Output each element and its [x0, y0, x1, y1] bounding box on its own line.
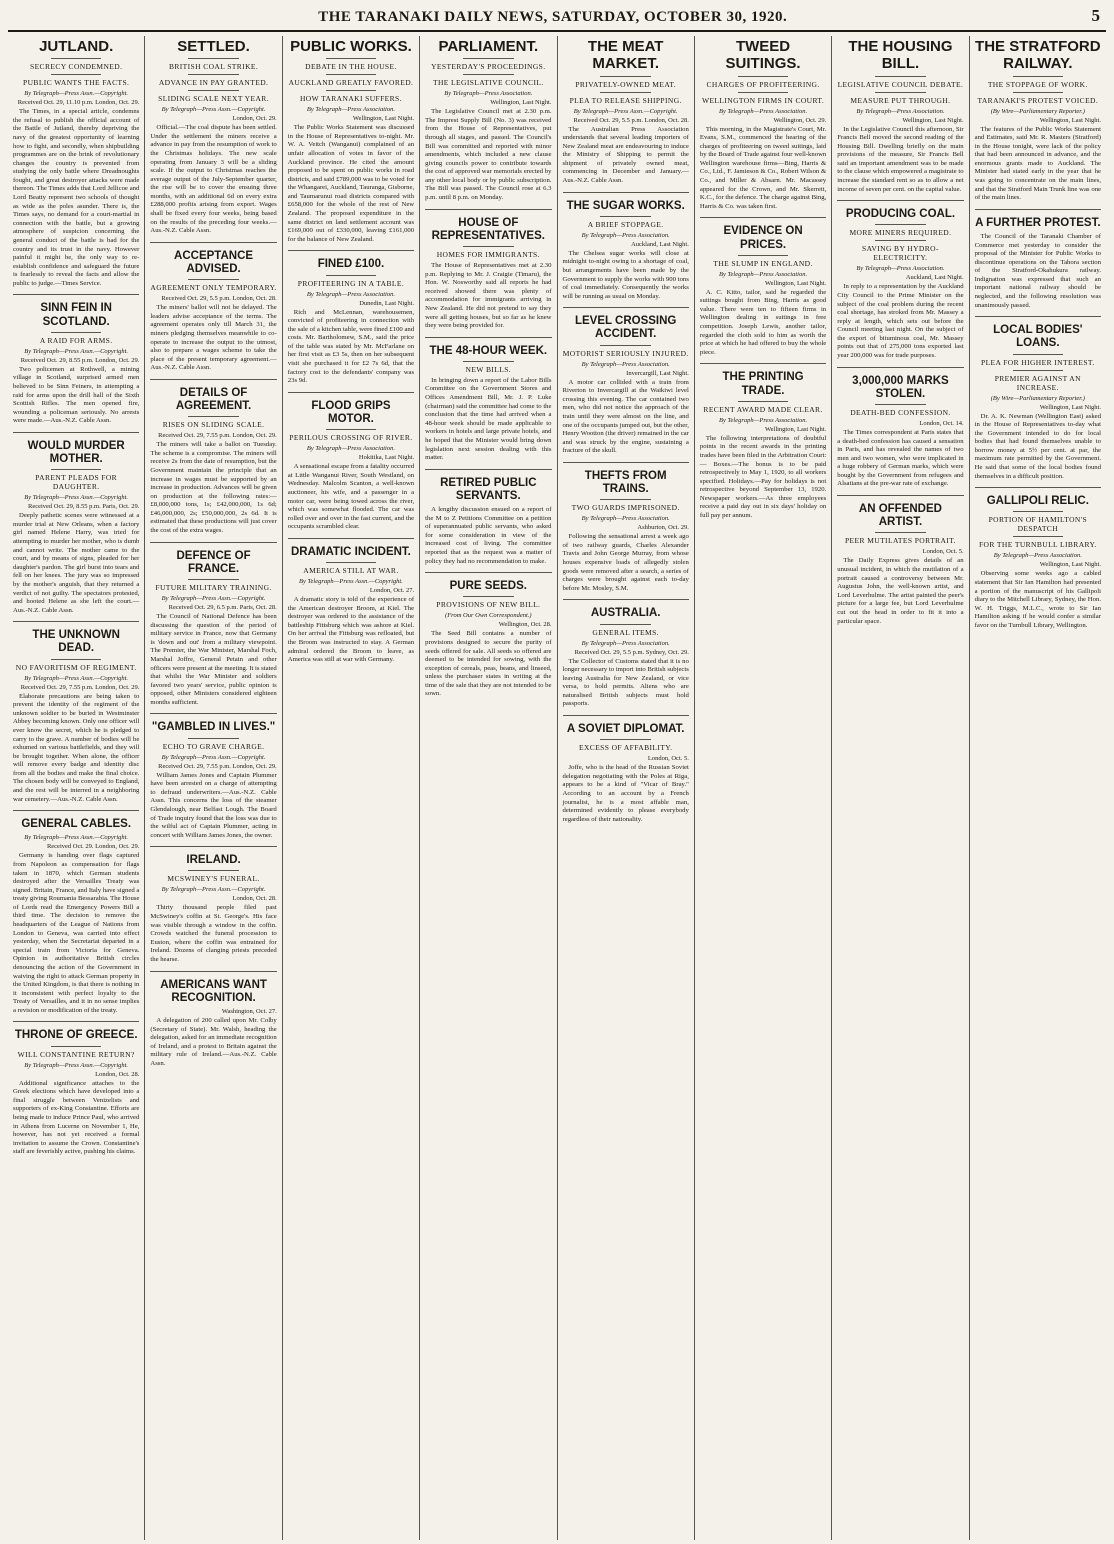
article-heading: 3,000,000 MARKS STOLEN. — [852, 374, 949, 400]
article — [563, 307, 689, 456]
divider — [463, 361, 514, 362]
divider — [875, 92, 926, 93]
article — [837, 367, 963, 489]
divider — [738, 92, 789, 93]
divider — [326, 90, 377, 91]
article-subheading: MOTORIST SERIOUSLY INJURED. — [562, 348, 689, 358]
article — [425, 209, 551, 331]
article-subheading: ADVANCE IN PAY GRANTED. — [158, 78, 269, 88]
divider — [326, 275, 377, 276]
article-body: The features of the Public Works Statement and Estimates, said Mr. R. Masters (Stratford) in the House tonight, were lack of the policy that had been announced in advance, and the enormous grants made to Auckland. The Minister had stated early in the year that he was going to concentrate on the main lines, and that the Stratford Main Trunk line was one of the main lines. — [974, 125, 1101, 202]
byline: By Telegraph—Press Assn.—Copyright. — [161, 106, 266, 114]
divider — [326, 562, 377, 563]
article-subheading: MCSWINEY'S FUNERAL. — [167, 874, 260, 884]
article-body: The House of Representatives met at 2.30 p.m. Replying to Mr. J. Craigie (Timaru), the Hon. W. Nosworthy said all reports he had received showed there was plenty of accommodation for immigrants arriving in New Zealand. He did not pretend to say they were all getting houses, but so far as he knew they were being provided for. — [425, 262, 552, 330]
article-body: The Council of National Defence has been discussing the question of the period of military service in France, now that Germany is 'down and out' from a military viewpoint. The Premier, the War Minister, Marshal Foch, Marshal Joffre, General Petain and other officers were present at the meeting. It is stated that whilst the War Minister and soldiers favored two years' service, public opinion is opposed, other Ministers considered eighteen months sufficient. — [150, 613, 277, 706]
divider — [326, 429, 377, 430]
article-subheading: PROFITEERING IN A TABLE. — [297, 278, 405, 288]
article-heading: FINED £100. — [317, 258, 385, 271]
article-body: This morning, in the Magistrate's Court, Mr. Evans, S.M., commenced the hearing of the charges of profiteering on tweed suitings, laid by the Board of Trade against four well-known Wellington warehouse firms—Bing, Harris & Co., Ltd., F. Jamieson & Co., Robert Wilson & Co., and Miller & Absarn. Mr. Macassey appeared for the Crown, and Mr. Skerrett, K.C., for the defence. The charge against Bing, Harris & Co. was taken first. — [699, 125, 827, 210]
article-subheading: EXCESS OF AFFABILITY. — [579, 743, 673, 753]
dateline: London, Oct. 14. — [919, 419, 964, 427]
article-body: A delegation of 200 called upon Mr. Colby (Secretary of State). Mr. Walsh, heading the delegation, asked for an immediate recognition of Ireland, and a protest to Britain against the military rule of Ireland.—Aus.-N.Z. Cable Assn. — [150, 1016, 277, 1067]
article-heading: SETTLED. — [177, 38, 250, 55]
article-subheading: HOMES FOR IMMIGRANTS. — [436, 250, 540, 260]
article — [150, 542, 276, 708]
dateline: London, Oct. 27. — [369, 587, 415, 595]
article-heading: DRAMATIC INCIDENT. — [290, 545, 411, 558]
article-body: A lengthy discussion ensued on a report of the M to Z Petitions Committee on a petition of superannuated public servants, who asked for some consideration in view of the increased cost of living. The committee reported that as the request was a matter of policy they had no recommendation to make. — [425, 506, 552, 565]
article — [150, 846, 276, 964]
article-heading: THE SUGAR WORKS. — [566, 199, 685, 212]
article-heading: IRELAND. — [186, 854, 241, 867]
article-body: In bringing down a report of the Labor Bills Committee on the Government Stores and Offices Amendment Bill, Mr. J. P. Luke (chairman) said the committee had come to the conclusion that the time had arrived when a 48-hour week should be made applicable to workers in hotels and large private hotels, and he hoped that the Minister would bring down legislation next session dealing with this matter. — [425, 376, 552, 462]
article — [837, 38, 963, 194]
divider — [1013, 76, 1064, 77]
column-8 — [970, 36, 1106, 1540]
article-body: The Legislative Council met at 2.30 p.m. The Imprest Supply Bill (No. 3) was received from the House of Representatives, put through all stages, and passed. The Council's Bill was committed and reported with minor amendments, which included a new clause giving councils power to contribute towards the cost of approved war memorials erected by any other local body or by public subscription. The Bill was passed. The Council rose at 6.3 p.m. until 8 p.m. on Monday. — [425, 108, 552, 202]
byline: By Telegraph—Press Assn.—Copyright. — [24, 674, 129, 682]
article-body: Rich and McLennan, warehousemen, convicted of profiteering in connection with the sale of a kitchen table, were fined £100 and costs. Mr. Bartholomew, S.M., said the price of the table was stated by Mr. McFarlane on her first visit as £3 5s, then on her subsequent visit she purchased it for £2 7s 6d, that the factory cost to the defendants' company was 23s 9d. — [287, 308, 415, 385]
byline: By Telegraph—Press Association. — [856, 107, 945, 115]
article-heading: DEFENCE OF FRANCE. — [176, 549, 251, 575]
byline: By Telegraph—Press Association. — [993, 552, 1082, 560]
article — [425, 469, 551, 566]
article-heading: A FURTHER PROTEST. — [975, 216, 1101, 229]
divider — [738, 76, 789, 77]
article-body: Official.—The coal dispute has been settled. Under the settlement the miners receive a advance in pay from the resumption of work to the Christmas holidays. The new scale operating from January 3 will be a sliding scale. If the output to Christmas reaches the average output of the July-September quarter, the rise will be to cover the ensuing three months, with an additional 6d on every extra £288,000 profits arising from export. Wages shall be fixed every four weeks, being based on the results of the preceding four weeks.—Aus.-N.Z. Cable Assn. — [150, 124, 277, 235]
dateline: Wellington, Oct. 29. — [773, 116, 827, 124]
dateline: Auckland, Last Night. — [631, 240, 689, 248]
byline: By Telegraph—Press Association. — [719, 107, 808, 115]
article-subheading: CHARGES OF PROFITEERING. — [706, 79, 820, 89]
article-subheading: NO FAVORITISM OF REGIMENT. — [15, 662, 137, 672]
dateline: London, Oct. 28. — [95, 1070, 140, 1078]
dateline: Received Oct. 29, 11.10 p.m. London, Oct. 29. — [17, 99, 140, 107]
divider — [51, 469, 102, 470]
article — [975, 209, 1101, 310]
article — [700, 217, 826, 357]
byline: By Telegraph—Press Assn.—Copyright. — [24, 347, 129, 355]
article-subheading: A RAID FOR ARMS. — [39, 335, 113, 345]
article-subheading: BRITISH COAL STRIKE. — [168, 62, 259, 72]
article-heading: JUTLAND. — [39, 38, 114, 55]
article — [288, 38, 414, 244]
column-1 — [8, 36, 145, 1540]
article-subheading: AUCKLAND GREATLY FAVORED. — [288, 78, 414, 88]
dateline: London, Oct. 5. — [922, 548, 964, 556]
dateline: Received Oct. 29. London, Oct. 29. — [46, 843, 140, 851]
divider — [188, 279, 239, 280]
article-heading: AUSTRALIA. — [590, 607, 661, 620]
article-subheading: PUBLIC WANTS THE FACTS. — [23, 78, 130, 88]
article-subheading: SLIDING SCALE NEXT YEAR. — [158, 94, 269, 104]
article-subheading: TARANAKI'S PROTEST VOICED. — [977, 95, 1099, 105]
article-body: The Collector of Customs stated that it is no longer necessary to import into British subjects leaving Australia for New Zealand, or vice versa, to hold permits. Aliens who are naturalised British subjects must hold passports. — [562, 657, 689, 708]
article — [13, 294, 139, 425]
article-subheading: THE SLUMP IN ENGLAND. — [713, 258, 813, 268]
byline: By Telegraph—Press Association. — [581, 515, 670, 523]
article-heading: HOUSE OF REPRESENTATIVES. — [431, 216, 545, 242]
article-body: Dr. A. K. Newman (Wellington East) asked in the House of Representatives to-day what the Government intended to do for local bodies that had found themselves unable to borrow money at 5½ per cent. at par, the maximum rate permitted by the Government. He said that some of the local bodies found themselves in a difficult position. — [974, 412, 1101, 480]
article-subheading: RISES ON SLIDING SCALE. — [162, 420, 265, 430]
dateline: Received Oct. 29, 6.5 p.m. Paris, Oct. 28. — [168, 604, 277, 612]
article-body: In reply to a representation by the Auckland City Council to the Prime Minister on the subject of the coal problem during the recent coal shortage, has stroked from Mr. Massey a reply at length, which sets out before the Council meeting last night. On the subject of the export of bituminous coal, Mr. Massey points out that of 275,000 tons exported last year 200,000 was for trade purposes. — [837, 283, 964, 359]
byline: By Telegraph—Press Association. — [581, 231, 670, 239]
dateline: London, Oct. 28. — [232, 895, 277, 903]
article-subheading: AGREEMENT ONLY TEMPORARY. — [150, 283, 277, 293]
divider — [875, 224, 926, 225]
byline: By Telegraph—Press Assn.—Copyright. — [24, 90, 129, 98]
article-subheading: MORE MINERS REQUIRED. — [849, 228, 952, 238]
byline: By Telegraph—Press Association. — [719, 416, 808, 424]
byline: By Telegraph—Press Association. — [444, 90, 533, 98]
article — [288, 250, 414, 385]
byline: By Telegraph—Press Association. — [856, 265, 945, 273]
article — [150, 38, 276, 236]
article-heading: AN OFFENDED ARTIST. — [858, 503, 942, 529]
article-subheading: DEBATE IN THE HOUSE. — [305, 62, 397, 72]
article-subheading: PREMIER AGAINST AN INCREASE. — [994, 373, 1081, 392]
dateline: Hokitika, Last Night. — [358, 454, 415, 462]
article-heading: LOCAL BODIES' LOANS. — [993, 324, 1083, 350]
article-heading: PURE SEEDS. — [449, 580, 527, 593]
article — [975, 487, 1101, 630]
byline: By Telegraph—Press Association. — [719, 270, 808, 278]
article-body: A. C. Kitto, tailor, said he regarded the suitings bought from Bing, Harris as good value. There were ten to fifteen firms in Wellington dealing in suitings in free competition. Joseph Lewis, another tailor, regarded the cloth sold to him as worth the price at which he had offered to buy the whole piece. — [699, 288, 827, 356]
byline: By Telegraph—Press Association. — [581, 360, 670, 368]
dateline: London, Oct. 5. — [647, 755, 689, 763]
column-5 — [558, 36, 695, 1540]
dateline: Wellington, Last Night. — [765, 425, 827, 433]
byline: By Telegraph—Press Assn.—Copyright. — [161, 753, 266, 761]
article-heading: FLOOD GRIPS MOTOR. — [311, 399, 391, 425]
byline: (By Wire—Parliamentary Reporter.) — [990, 107, 1085, 115]
divider — [600, 76, 651, 77]
byline: By Telegraph—Press Assn.—Copyright. — [573, 107, 678, 115]
article-subheading: THE LEGISLATIVE COUNCIL. — [432, 78, 544, 88]
article-subheading: MEASURE PUT THROUGH. — [850, 95, 951, 105]
article — [425, 572, 551, 699]
article-heading: THE UNKNOWN DEAD. — [32, 629, 120, 655]
column-3 — [283, 36, 420, 1540]
article — [150, 242, 276, 373]
dateline: Auckland, Last Night. — [905, 274, 964, 282]
article-heading: "GAMBLED IN LIVES." — [151, 721, 276, 734]
divider — [1013, 511, 1064, 512]
divider — [600, 216, 651, 217]
dateline: Dunedin, Last Night. — [359, 299, 415, 307]
dateline: Wellington, Last Night. — [1039, 561, 1101, 569]
divider — [463, 246, 514, 247]
divider — [738, 255, 789, 256]
article-subheading: HOW TARANAKI SUFFERS. — [299, 94, 402, 104]
article-body: Two policemen at Rothwell, a mining village in Scotland, surprised armed men believed to be Sinn Feiners, in attempting a raid for arms upon the drill hall of the Sixth Scottish Rifles. The men opened fire, wounding a policeman seriously. No arrests were made.—Aus.-N.Z. Cable Assn. — [13, 365, 140, 425]
article-subheading: NEW BILLS. — [465, 364, 512, 374]
dateline: Received Oct. 29, 7.55 p.m. London, Oct. 29. — [158, 432, 277, 440]
dateline: Wellington, Oct. 28. — [498, 621, 552, 629]
article-heading: THE HOUSING BILL. — [848, 38, 953, 73]
article-subheading: A BRIEF STOPPAGE. — [587, 219, 664, 229]
divider — [188, 74, 239, 75]
article — [837, 200, 963, 360]
article — [13, 432, 139, 615]
article-subheading: PROVISIONS OF NEW BILL. — [436, 600, 541, 610]
divider — [326, 58, 377, 59]
article-subheading: PERILOUS CROSSING OF RIVER. — [289, 433, 413, 443]
article-heading: THE PRINTING TRADE. — [722, 371, 804, 397]
article-body: Observing some weeks ago a cabled statement that Sir Ian Hamilton had presented a portion of the manuscript of his Gallipoli diary to the Mitchell Library, Sydney, the Hon. W. H. Triggs, M.L.C., wrote to Sir Ian Hamilton asking if he would confer a similar favor on the Turnbull Library, Wellington. — [974, 570, 1101, 629]
divider — [326, 74, 377, 75]
article — [563, 192, 689, 302]
article — [700, 38, 826, 211]
divider — [188, 416, 239, 417]
article-subheading: FOR THE TURNBULL LIBRARY. — [978, 540, 1097, 550]
divider — [600, 499, 651, 500]
article-body: The following interpretations of doubtful points in the recent awards in the printing trades have been filed in the Arbitration Court:— Boxes.—The bonus is to be paid retrospectively to May 1, 1920, to all workers specified. Holidays.—Pay for holidays is not retrospective beyond September 13, 1920. Newspaper workers.—As three employees receive a paid day out in six days' holiday on full pay per annum. — [699, 434, 827, 519]
byline: By Telegraph—Press Assn.—Copyright. — [24, 494, 129, 502]
article-body: The Times, in a special article, condemns the refusal to publish the official account of the Battle of Jutland, thereby depriving the navy of the greatest opportunity of learning how to fight, and secondly, when shipbuilding programmes are on the brink of revolutionary changes the country is prevented from studying the only battle where Dreadnoughts fought, and great destroyer attacks were made thereon. The Times adds that Lord Jellicoe and Lord Beatty represent two schools of thought as wide as the poles asunder. There is, the Times says, no demand for a court-martial in connection with the battle, but a growing atmosphere of suspicion concerning the general conduct of the battle is bad for the country and its trust in the navy. However painful it might be, the only way to re-establish confidence and safeguard the future is fearlessly to reveal the facts and allow the public to judge.—Times Service. — [13, 108, 140, 287]
article-heading: A SOVIET DIPLOMAT. — [566, 723, 685, 736]
article-body: The Chelsea sugar works will close at midnight to-night owing to a shortage of coal, but arrangements have been made by the Government to supply the works with 900 tons of coal immediately. Consequently the works will be running as usual on Monday. — [562, 249, 689, 300]
article-body: Additional significance attaches to the Greek elections which have developed into a final struggle between Venizelists and supporters of ex-King Constantine. Efforts are being made to induce Prince Paul, who arrived in Athens from Lucerne on November 1, He, however, has not yet received a formal invitation to assume the Crown. Constantine's staff are feverishly active, pushing his claims. — [13, 1079, 140, 1156]
divider — [51, 332, 102, 333]
dateline: Wellington, Last Night. — [1039, 116, 1101, 124]
article-subheading: DEATH-BED CONFESSION. — [850, 407, 951, 417]
dateline: Wellington, Last Night. — [765, 279, 827, 287]
article-body: Joffe, who is the head of the Russian Soviet delegation negotiating with the Poles at Riga, appears to be a kind of "Vicar of Bray." According to an account by a French journalist, he is a most affable man, determined evidently to please everybody regardless of their nationality. — [562, 764, 689, 823]
divider — [1013, 370, 1064, 371]
article-subheading: THE STOPPAGE OF WORK. — [987, 79, 1088, 89]
dateline: Received Oct. 29, 5.5 p.m. Sydney, Oct. 29. — [574, 648, 689, 656]
byline: By Telegraph—Press Assn.—Copyright. — [161, 595, 266, 603]
masthead — [8, 6, 1106, 32]
article-subheading: ECHO TO GRAVE CHARGE. — [162, 741, 265, 751]
divider — [600, 92, 651, 93]
article-heading: THE 48-HOUR WEEK. — [429, 344, 548, 357]
article-heading: THE MEAT MARKET. — [587, 38, 664, 73]
dateline: London, Oct. 29. — [232, 115, 277, 123]
article-heading: THEFTS FROM TRAINS. — [584, 469, 667, 496]
dateline: Invercargill, Last Night. — [626, 369, 689, 377]
article — [13, 1021, 139, 1156]
byline: (From Our Own Correspondent.) — [445, 612, 532, 620]
article — [150, 379, 276, 536]
article-subheading: PLEA TO RELEASE SHIPPING. — [569, 95, 682, 105]
article-body: A sensational escape from a fatality occurred at Little Wanganui River, South Westland, on Wednesday. Malcolm Scanton, a well-known auctioneer, his wife, and a passenger in a motor car, were being towed across the river, which was somewhat flooded. The car was rolled over and over in the fast current, and the occupants scrambled clear. — [287, 463, 415, 531]
article — [563, 599, 689, 709]
divider — [1013, 354, 1064, 355]
article-heading: AMERICANS WANT RECOGNITION. — [160, 978, 267, 1004]
article-heading: SINN FEIN IN SCOTLAND. — [40, 302, 112, 328]
article-body: A dramatic story is told of the experience of the American destroyer Broom, at Kiel. The destroyer was ordered to the assistance of the battleship Fittsburg which was ashore at Kiel. On her arrival the Fittsburg was refloated, but the Broom was instructed to stay. A German admiral ordered the Broom to leave, as America was still at war with Germany. — [287, 596, 415, 664]
article — [975, 38, 1101, 203]
article-heading: LEVEL CROSSING ACCIDENT. — [574, 315, 677, 341]
article — [425, 38, 551, 203]
article-body: Deeply pathetic scenes were witnessed at a murder trial at New Orleans, when a factory girl named Helene Harry, was tried for attempting to murder her mother, who is dumb and cannot write. The mother came to the court, and by means of signs, pleaded for her daughter's pardon. The girl burst into tears and fell on her knees. The jury was so impressed by the mother's anguish, that they returned a verdict of not guilty. The spectators protested, and hooted Helene as she left the court.—Aus.-N.Z. Cable Assn. — [13, 512, 140, 614]
newspaper-title: THE TARANAKI DAILY NEWS, SATURDAY, OCTOBER 30, 1920. — [318, 9, 788, 25]
article-body: The Times correspondent at Paris states that a death-bed confession has caused a sensation in Paris, and has revealed the names of two men and two women, who were implicated in a huge robbery of German marks, which were bought by the Government from refugees and Alsatians at the pre-war rate of exchange. — [837, 428, 964, 488]
article-body: The Seed Bill contains a number of provisions designed to secure the purity of seeds offered for sale. All seeds so offered are deemed to be intended for sowing, with the exception of cereals, peas, beans, and linseed, unless the purchaser states in writing at the time of the sale that they are not intended to be sown. — [425, 630, 552, 698]
divider — [188, 579, 239, 580]
article-subheading: FUTURE MILITARY TRAINING. — [155, 583, 272, 593]
column-7 — [832, 36, 969, 1540]
article — [13, 810, 139, 1015]
article-subheading: AMERICA STILL AT WAR. — [303, 566, 399, 576]
dateline: Wellington, Last Night. — [352, 115, 415, 123]
dateline: Ashburton, Oct. 29. — [637, 524, 689, 532]
divider — [875, 240, 926, 241]
article — [975, 316, 1101, 481]
article-heading: WOULD MURDER MOTHER. — [27, 439, 125, 466]
byline: By Telegraph—Press Association. — [306, 290, 395, 298]
column-4 — [420, 36, 557, 1540]
divider — [875, 76, 926, 77]
byline: (By Wire—Parliamentary Reporter.) — [990, 394, 1085, 402]
dateline: Wellington, Last Night. — [902, 116, 964, 124]
article — [563, 715, 689, 824]
divider — [875, 404, 926, 405]
article-subheading: WILL CONSTANTINE RETURN? — [17, 1049, 135, 1059]
divider — [738, 401, 789, 402]
article-subheading: PLEA FOR HIGHER INTEREST. — [981, 357, 1095, 367]
article-heading: TWEED SUITINGS. — [725, 38, 801, 73]
article-body: The Australian Press Association understands that several leading importers of New Zealand meat are endeavouring to induce the Ministry of Shipping to permit the shipment of privately owned meat, commencing in December and January.—Aus.-N.Z. Cable Assn. — [562, 125, 689, 184]
dateline: Wellington, Last Night. — [490, 99, 552, 107]
article-subheading: SECRECY CONDEMNED. — [30, 62, 123, 72]
dateline: Received Oct. 29, 5.5 p.m. London, Oct. 28. — [573, 116, 689, 124]
article-heading: PARLIAMENT. — [438, 38, 539, 55]
article-subheading: PEER MUTILATES PORTRAIT. — [844, 536, 956, 546]
article-subheading: PARENT PLEADS FOR DAUGHTER. — [35, 473, 118, 492]
divider — [51, 1046, 102, 1047]
byline: By Telegraph—Press Association. — [581, 639, 670, 647]
article — [288, 392, 414, 532]
dateline: Received Oct. 29, 8.55 p.m. Paris, Oct. 29. — [27, 503, 140, 511]
article — [700, 363, 826, 520]
byline: By Telegraph—Press Assn.—Copyright. — [161, 886, 266, 894]
divider — [463, 596, 514, 597]
article — [288, 538, 414, 665]
divider — [51, 74, 102, 75]
article-body: Elaborate precautions are being taken to prevent the identity of the regiment of the unknown soldier to be buried in Westminster Abbey becoming known. Only one officer will ever know the secret, which he is pledged to carry to the grave. A number of bodies will be exhumed on various battlefields, and they will be brought together. When alone, the officer will remove every badge and identity disc from all the bodies and make the final choice. The chosen body will be conveyed to England, and the rest will be interred in a neighboring war cemetery.—Aus.-N.Z. Cable Assn. — [13, 692, 140, 803]
article-subheading: YESTERDAY'S PROCEEDINGS. — [431, 62, 546, 72]
article — [563, 462, 689, 593]
divider — [51, 659, 102, 660]
article-subheading: RECENT AWARD MADE CLEAR. — [703, 404, 823, 414]
divider — [188, 870, 239, 871]
dateline: Received Oct. 29, 7.55 p.m. London, Oct. 29. — [20, 683, 140, 691]
divider — [463, 58, 514, 59]
article-heading: THRONE OF GREECE. — [14, 1029, 138, 1042]
article-body: In the Legislative Council this afternoon, Sir Francis Bell moved the second reading of the Housing Bill. Dwelling briefly on the main provisions of the measure, Sir Francis Bell said an important amendment was to be made to the clause which empowered a magistrate to increase the standard rent so as to allow a net income of seven per cent. on the capital value. — [837, 125, 964, 193]
article — [563, 38, 689, 186]
article-body: Following the sensational arrest a week ago of two railway guards, Charles Alexander Travis and John George Murray, from whose houses expensive loads of allegedly stolen goods were removed after a search, a series of charges were brought against each to-day before Mr. Mosley, S.M. — [562, 533, 689, 592]
byline: By Telegraph—Press Association. — [306, 106, 395, 114]
article-heading: ACCEPTANCE ADVISED. — [174, 249, 254, 275]
article — [150, 713, 276, 840]
dateline: Received Oct. 29, 5.5 p.m. London, Oct. 28. — [161, 295, 277, 303]
article-heading: GALLIPOLI RELIC. — [986, 495, 1089, 508]
article-heading: EVIDENCE ON PRICES. — [723, 225, 803, 251]
byline: By Telegraph—Press Assn.—Copyright. — [24, 1061, 129, 1069]
column-2 — [145, 36, 282, 1540]
article-body: The miners' ballot will not be delayed. The leaders advise acceptance of the terms. The agreement operates only till March 31, the miners pledging themselves meanwhile to co-operate to increase the output to the utmost, also to prepare a wages scheme to take the place of the present temporary agreement.—Aus.-N.Z. Cable Assn. — [150, 304, 277, 372]
article-heading: THE STRATFORD RAILWAY. — [975, 38, 1101, 73]
divider — [1013, 536, 1064, 537]
dateline: Washington, Oct. 27. — [221, 1007, 277, 1015]
article — [837, 495, 963, 626]
article-heading: GENERAL CABLES. — [21, 818, 132, 831]
article-subheading: LEGISLATIVE COUNCIL DEBATE. — [837, 79, 964, 89]
article-subheading: SAVING BY HYDRO-ELECTRICITY. — [862, 244, 939, 263]
article-body: The miners will take a ballot on Tuesday. The scheme is a compromise. The miners will receive 2s from the date of resumption, but the Government maintain the principle that an increase in wages must be supported by an increase in production. Advances will be given on production at the following rates:—£8,000,000 tons, 1s; £42,000,000, 1s 6d; £46,000,000, 2s; £50,000,000, 2s 6d. It is estimated that these productions will just cover the cost of the extra wages. — [150, 441, 277, 535]
divider — [600, 345, 651, 346]
article — [425, 337, 551, 463]
columns-container — [8, 36, 1106, 1540]
article-body: Germany is handing over flags captured from Napoleon as compensation for flags taken in 1870, which German students destroyed after the Versailles Treaty was signed. Britain, France, and Italy have signed a treaty giving Roumania Bessarabia. The House of Lords read the Emergency Powers Bill a third time. The decision to remove the headquarters of the League of Nations from London to Geneva, was carried into effect yesterday, when the Secretariat departed in a special train from Victoria for Geneva. Opinion in authoritative British circles denouncing the action of the Government in waiving the right to attack German property in the United Kingdom, is that there is nothing in it inconsistent with perfect loyalty to the Treaty of Versailles, and it in no sense implies a revision or modification of the treaty. — [13, 852, 140, 1014]
article-body: A motor car collided with a train from Riverton to Invercargill at the Waikiwi level crossing this evening. The car contained two men, who did not notice the approach of the train until they were almost on the line, and one of the occupants jumped out, but the other, Henry Wootton (the driver) remained in the car and was struck by the engine, sustaining a fracture of the skull. — [562, 378, 689, 455]
article-body: The Council of the Taranaki Chamber of Commerce met yesterday to consider the proposal of the Minister for Public Works to discontinue operations on the Tahora section of the Stratford-Okahukura railway. Indignation was expressed that such an important national railway should be neglected, and the following resolution was unanimously passed. — [974, 232, 1101, 309]
divider — [1013, 92, 1064, 93]
divider — [188, 90, 239, 91]
article — [13, 621, 139, 804]
article-body: William James Jones and Captain Plummer have been arrested on a charge of attempting to defraud underwriters.—Aus.-N.Z. Cable Assn. This concerns the loss of the steamer Glendalough, near Belfast Lough. The Board of Trade inquiry found that the loss was due to the wilful act of Captain Plummer, acting in concert with William James Jones, the owner. — [150, 771, 277, 839]
article-subheading: PORTION OF HAMILTON'S DESPATCH — [988, 515, 1088, 534]
article-body: The Public Works Statement was discussed in the House of Representatives to-night. Mr. W. A. Veitch (Wanganui) complained of an unfair allocation of votes in favor of the Auckland province. He cited the amount proposed to be spent on public works in road districts, and said £789,000 was to be voted for the Whangarei, Auckland, Tauranga, Gisborne, and Taumarunui road districts compared with £658,000 for the whole of the rest of New Zealand. The proposed expenditure in the same district on land settlement account was £169,000 out of £330,000, leaving £161,000 for the balance of New Zealand. — [287, 124, 415, 243]
article — [13, 38, 139, 288]
article-heading: RETIRED PUBLIC SERVANTS. — [440, 476, 537, 502]
divider — [188, 738, 239, 739]
byline: By Telegraph—Press Assn.—Copyright. — [24, 834, 129, 842]
page-number: 5 — [1091, 6, 1100, 25]
article — [150, 971, 276, 1069]
article-subheading: WELLINGTON FIRMS IN COURT. — [701, 95, 825, 105]
article-subheading: GENERAL ITEMS. — [592, 627, 659, 637]
article-heading: PRODUCING COAL. — [845, 208, 956, 221]
article-body: Thirty thousand people filed past McSwiney's coffin at St. George's. His face was visible through a window in the coffin. Crowds watched the funeral procession to Euston, where the coffin was entrained for Ireland. Dozens of clanging priests preceded the hearse. — [150, 904, 277, 963]
divider — [875, 532, 926, 533]
byline: By Telegraph—Press Association. — [306, 445, 395, 453]
article-heading: PUBLIC WORKS. — [290, 38, 412, 55]
column-6 — [695, 36, 832, 1540]
dateline: Received Oct. 29, 8.55 p.m. London, Oct. 29. — [20, 356, 140, 364]
divider — [463, 74, 514, 75]
byline: By Telegraph—Press Assn.—Copyright. — [299, 578, 403, 586]
article-subheading: PRIVATELY-OWNED MEAT. — [575, 79, 677, 89]
divider — [600, 739, 651, 740]
dateline: Wellington, Last Night. — [1039, 403, 1101, 411]
divider — [188, 58, 239, 59]
divider — [600, 624, 651, 625]
article-subheading: TWO GUARDS IMPRISONED. — [571, 503, 680, 513]
dateline: Received Oct. 29, 7.55 p.m. London, Oct. 29. — [158, 762, 277, 770]
article-body: The Daily Express gives details of an unusual incident, in which the mutilation of a portrait caused a controversy between Mr. Augustus John, the well-known artist, and Lord Leverhulme. The artist painted the peer's picture for a large fee, but Lord Leverhulme cut out the head in order to fit it into a particular space. — [837, 557, 964, 625]
divider — [51, 58, 102, 59]
article-heading: DETAILS OF AGREEMENT. — [175, 386, 252, 413]
